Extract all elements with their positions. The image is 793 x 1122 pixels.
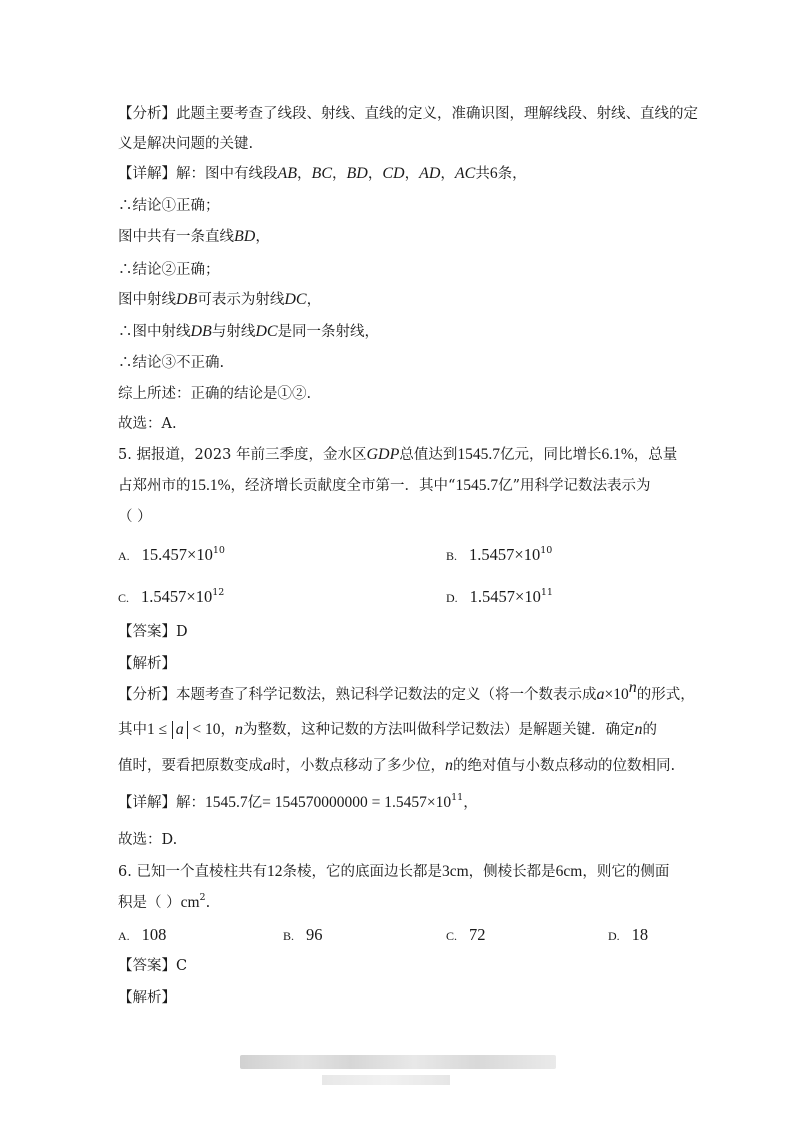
option-value: 1.5457×10 [469, 545, 541, 564]
math-segment: DC [284, 291, 307, 308]
analysis-5-line-1 [118, 679, 695, 705]
question-6-line-2 [118, 893, 210, 913]
text: ， [297, 166, 312, 182]
explanation-6-heading [118, 988, 176, 1008]
text: 【答案】C [118, 958, 188, 974]
option-label: B. [283, 929, 295, 943]
option-value: 18 [631, 925, 649, 944]
math-segment: GDP [366, 446, 400, 463]
math-segment: ×10 [604, 686, 629, 703]
text: ，总量 [633, 447, 678, 463]
math-segment: a [263, 757, 271, 774]
ray-statement [118, 290, 321, 310]
blurred-footer-watermark-2 [322, 1075, 450, 1085]
conclusion-2 [118, 260, 220, 280]
text: 条棱，它的底面边长都是 [282, 864, 442, 880]
conclusion-3 [118, 353, 224, 373]
choice-line [118, 414, 177, 434]
text: ，则它的侧面 [582, 864, 670, 880]
text: 是同一条射线， [277, 324, 380, 340]
text: 【解析】 [118, 990, 176, 1006]
option-value: 1.5457×10 [469, 587, 541, 606]
question-5-line-2 [118, 476, 651, 496]
number: 1545.7 [457, 446, 500, 463]
number: 6.1% [601, 446, 634, 463]
number: 1545.7 [455, 477, 499, 494]
math-segment: 1 ≤ [147, 721, 168, 738]
option-value: 15.457×10 [141, 545, 213, 564]
text: 【分析】本题考查了科学记数法，熟记科学记数法的定义（将一个数表示成 [118, 687, 597, 703]
text: 【详解】解：图中有线段 [118, 166, 278, 182]
text: 【分析】此题主要考查了线段、射线、直线的定义，准确识图，理解线段、射线、直线的定 [118, 106, 698, 122]
q6-option-b [283, 924, 323, 947]
analysis-5-line-2 [118, 720, 657, 740]
number: 1545.7 [205, 794, 248, 811]
analysis-5-line-3 [118, 756, 675, 776]
analysis-line-1 [118, 104, 698, 124]
text: ，侧棱长都是 [468, 864, 556, 880]
math-segment: DC [255, 323, 278, 340]
text: 6. 已知一个直棱柱共有 [118, 864, 267, 880]
text: ， [440, 166, 455, 182]
question-5-line-1 [118, 445, 677, 465]
text: 亿 [247, 795, 263, 811]
exponent: 10 [212, 545, 225, 556]
option-label: D. [446, 591, 458, 605]
number: 6 [489, 165, 498, 182]
text: 的形式， [636, 687, 695, 703]
option-value: 96 [306, 925, 323, 944]
text: 与射线 [211, 324, 256, 340]
text: 故选：A. [118, 416, 177, 432]
answer-blank: （ ） [118, 509, 152, 525]
option-label: C. [446, 929, 458, 943]
math-segment: n [234, 721, 243, 738]
answer-6 [118, 956, 187, 976]
option-d [446, 586, 553, 609]
text: 共 [475, 166, 490, 182]
text: ， [367, 166, 383, 182]
text: 积是（ ） [118, 895, 181, 911]
text: . [205, 895, 211, 911]
exponent: n [628, 679, 637, 696]
text: ，经济增长贡献度全市第一．其中“ [230, 478, 456, 494]
explanation-5-heading [118, 654, 176, 674]
option-label: D. [608, 929, 620, 943]
option-a [118, 544, 225, 567]
text: ， [306, 292, 322, 308]
answer-5 [118, 622, 188, 642]
absolute-value: a [172, 721, 188, 739]
math-segment: DB [190, 323, 212, 340]
text: ， [220, 722, 235, 738]
text: 条， [497, 166, 527, 182]
text: 其中 [118, 722, 147, 738]
text: ， [255, 229, 270, 245]
math-segment: DB [176, 291, 198, 308]
q6-option-d [608, 924, 648, 947]
text: 的绝对值与小数点移动的位数相同. [453, 758, 676, 774]
exponent: 11 [540, 587, 553, 598]
text: 故选：D. [118, 832, 178, 848]
text: 时，小数点移动了多少位， [271, 758, 445, 774]
text: 为整数，这种记数的方法叫做科学记数法）是解题关键．确定 [242, 722, 635, 738]
text: ， [404, 166, 420, 182]
option-value: 1.5457×10 [141, 587, 213, 606]
text: 可表示为射线 [197, 292, 285, 308]
text: ∴结论②正确； [118, 262, 220, 278]
q6-option-c [446, 924, 486, 947]
question-6-line-1 [118, 862, 669, 882]
ray-conclusion [118, 322, 379, 342]
text: ， [332, 166, 347, 182]
exponent: 11 [451, 792, 464, 803]
exponent: 2 [199, 892, 206, 903]
text: 亿元，同比增长 [499, 447, 602, 463]
text: ∴结论③不正确. [118, 355, 225, 371]
math-segment: AC [454, 165, 476, 182]
question-5-line-3 [118, 507, 152, 527]
text: 【解析】 [118, 656, 176, 672]
unit: cm [180, 894, 200, 911]
text: ， [463, 795, 478, 811]
exponent: 10 [540, 545, 553, 556]
q6-option-a [118, 924, 166, 947]
option-c [118, 586, 224, 609]
math-segment: CD [382, 165, 405, 182]
math-segment: BC [311, 165, 332, 182]
math-segment: BD [234, 228, 256, 245]
number: 15.1% [190, 477, 231, 494]
blurred-footer-watermark [240, 1055, 556, 1069]
text: 【答案】D [118, 624, 188, 640]
text: 的 [642, 722, 657, 738]
text: 图中共有一条直线 [118, 229, 234, 245]
math-segment: BD [346, 165, 368, 182]
number: 12 [266, 863, 283, 880]
analysis-line-2 [118, 134, 253, 154]
text: 5. 据报道，2023 年前三季度，金水区 [118, 447, 367, 463]
text: 义是解决问题的关键. [118, 136, 254, 152]
math-segment: AB [277, 165, 298, 182]
text: 亿”用科学记数法表示为 [498, 478, 651, 494]
text: 占郑州市的 [118, 478, 191, 494]
option-b [446, 544, 552, 567]
option-label: B. [446, 549, 458, 563]
summary-line [118, 384, 311, 404]
exponent: 12 [212, 587, 225, 598]
text: ∴结论①正确； [118, 198, 220, 214]
line-statement [118, 227, 270, 247]
number: 3cm [441, 863, 469, 880]
text: ∴图中射线 [118, 324, 191, 340]
math-segment: = 154570000000 = 1.5457×10 [262, 794, 452, 811]
option-value: 108 [141, 925, 167, 944]
option-value: 72 [469, 925, 486, 944]
detail-5 [118, 793, 478, 813]
option-label: A. [118, 549, 130, 563]
text: 【详解】解： [118, 795, 205, 811]
conclusion-1 [118, 196, 220, 216]
number: 6cm [555, 863, 583, 880]
option-label: A. [118, 929, 130, 943]
detail-line [118, 164, 527, 184]
math-segment: < 10 [192, 721, 221, 738]
option-label: C. [118, 591, 130, 605]
choice-5 [118, 830, 177, 850]
text: 总值达到 [399, 447, 458, 463]
text: 图中射线 [118, 292, 176, 308]
math-segment: AD [419, 165, 441, 182]
math-segment: n [634, 721, 643, 738]
text: 值时，要看把原数变成 [118, 758, 263, 774]
text: 综上所述：正确的结论是①②. [118, 386, 312, 402]
math-segment: n [445, 757, 453, 774]
math-segment: a [596, 686, 605, 703]
